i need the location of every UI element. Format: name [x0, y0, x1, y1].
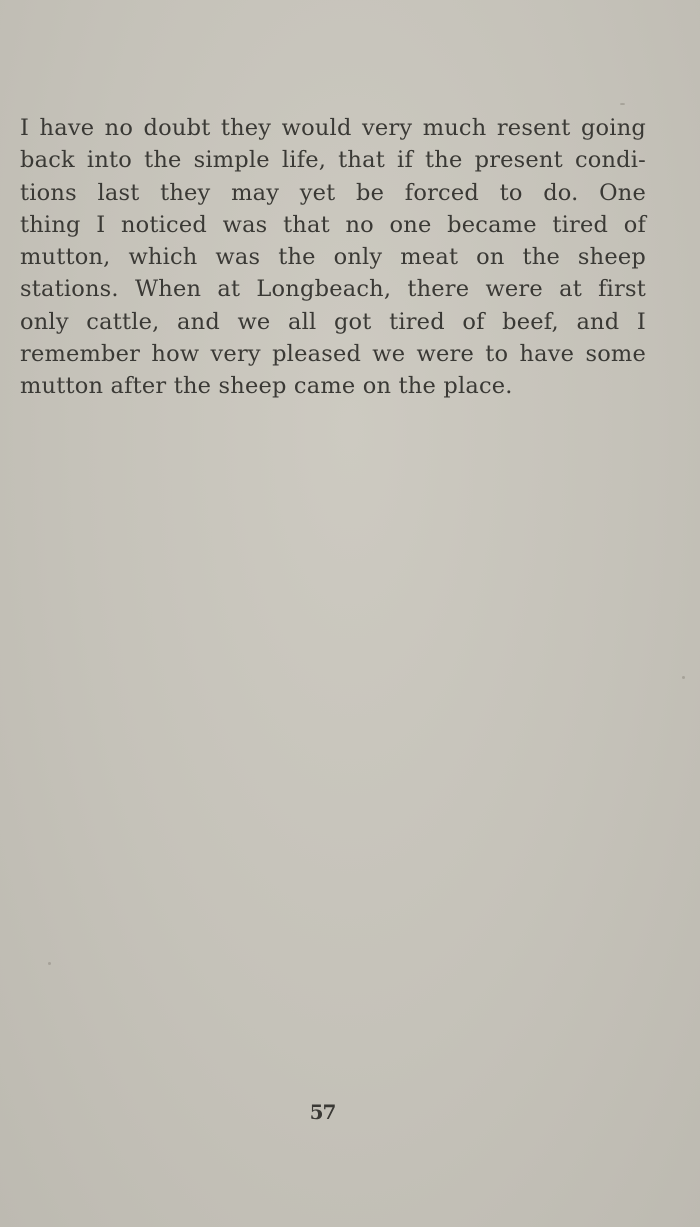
text-line: mutton after the sheep came on the place.: [20, 373, 513, 400]
text-line: mutton, which was the only meat on the sheep: [20, 244, 646, 271]
text-line: back into the simple life, that if the present condi-: [20, 147, 646, 174]
paper-speck: [620, 103, 625, 105]
text-line: I have no doubt they would very much resent going: [20, 115, 646, 141]
paper-speck: [682, 676, 685, 679]
page-number: 57: [309, 1100, 336, 1124]
text-line: thing I noticed was that no one became tired of: [20, 211, 646, 238]
text-line: stations. When at Longbeach, there were at first: [20, 276, 646, 303]
body-paragraph: [20, 112, 646, 403]
paper-speck: [48, 962, 51, 965]
text-line: only cattle, and we all got tired of beef, and I: [20, 308, 646, 335]
text-line: remember how very pleased we were to have some: [20, 341, 646, 368]
text-line: tions last they may yet be forced to do. One: [20, 179, 646, 206]
